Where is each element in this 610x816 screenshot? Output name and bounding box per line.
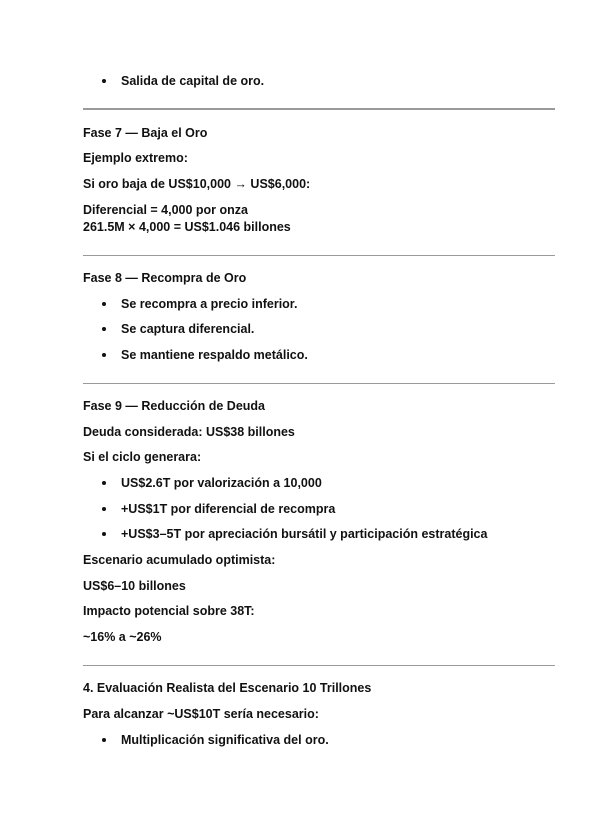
bullet-dot [102,738,106,742]
fase7-line: Ejemplo extremo: [83,151,188,165]
fase7-line: Diferencial = 4,000 por onza [83,203,248,217]
fase9-line: Impacto potencial sobre 38T: [83,604,255,618]
list-item-text: +US$1T por diferencial de recompra [121,502,336,516]
fase7-line: Si oro baja de US$10,000 → US$6,000: [83,177,311,191]
fase8-heading: Fase 8 — Recompra de Oro [83,271,247,285]
section-divider [83,108,555,110]
list-item-text: Salida de capital de oro. [121,74,265,88]
fase9-line: Escenario acumulado optimista: [83,553,276,567]
section-divider [83,383,555,384]
document-page [83,0,555,816]
bullet-dot [102,481,106,485]
bullet-dot [102,327,106,331]
fase9-line: ~16% a ~26% [83,630,162,644]
fase9-heading: Fase 9 — Reducción de Deuda [83,399,265,413]
fase7-line: 261.5M × 4,000 = US$1.046 billones [83,220,291,234]
bullet-dot [102,507,106,511]
fase7-heading: Fase 7 — Baja el Oro [83,126,208,140]
list-item-text: Se mantiene respaldo metálico. [121,348,308,362]
bullet-dot [102,302,106,306]
list-item-text: Se captura diferencial. [121,322,255,336]
section-divider [83,665,555,666]
fase9-line: US$6–10 billones [83,579,186,593]
section-divider [83,255,555,256]
list-item-text: Multiplicación significativa del oro. [121,733,329,747]
bullet-dot [102,79,106,83]
fase9-line: Si el ciclo generara: [83,450,202,464]
bullet-dot [102,353,106,357]
bullet-dot [102,532,106,536]
list-item-text: US$2.6T por valorización a 10,000 [121,476,322,490]
section4-line: Para alcanzar ~US$10T sería necesario: [83,707,319,721]
list-item-text: Se recompra a precio inferior. [121,297,298,311]
list-item-text: +US$3–5T por apreciación bursátil y participación estratégica [121,527,488,541]
section4-heading: 4. Evaluación Realista del Escenario 10 Trillones [83,681,372,695]
fase9-line: Deuda considerada: US$38 billones [83,425,295,439]
